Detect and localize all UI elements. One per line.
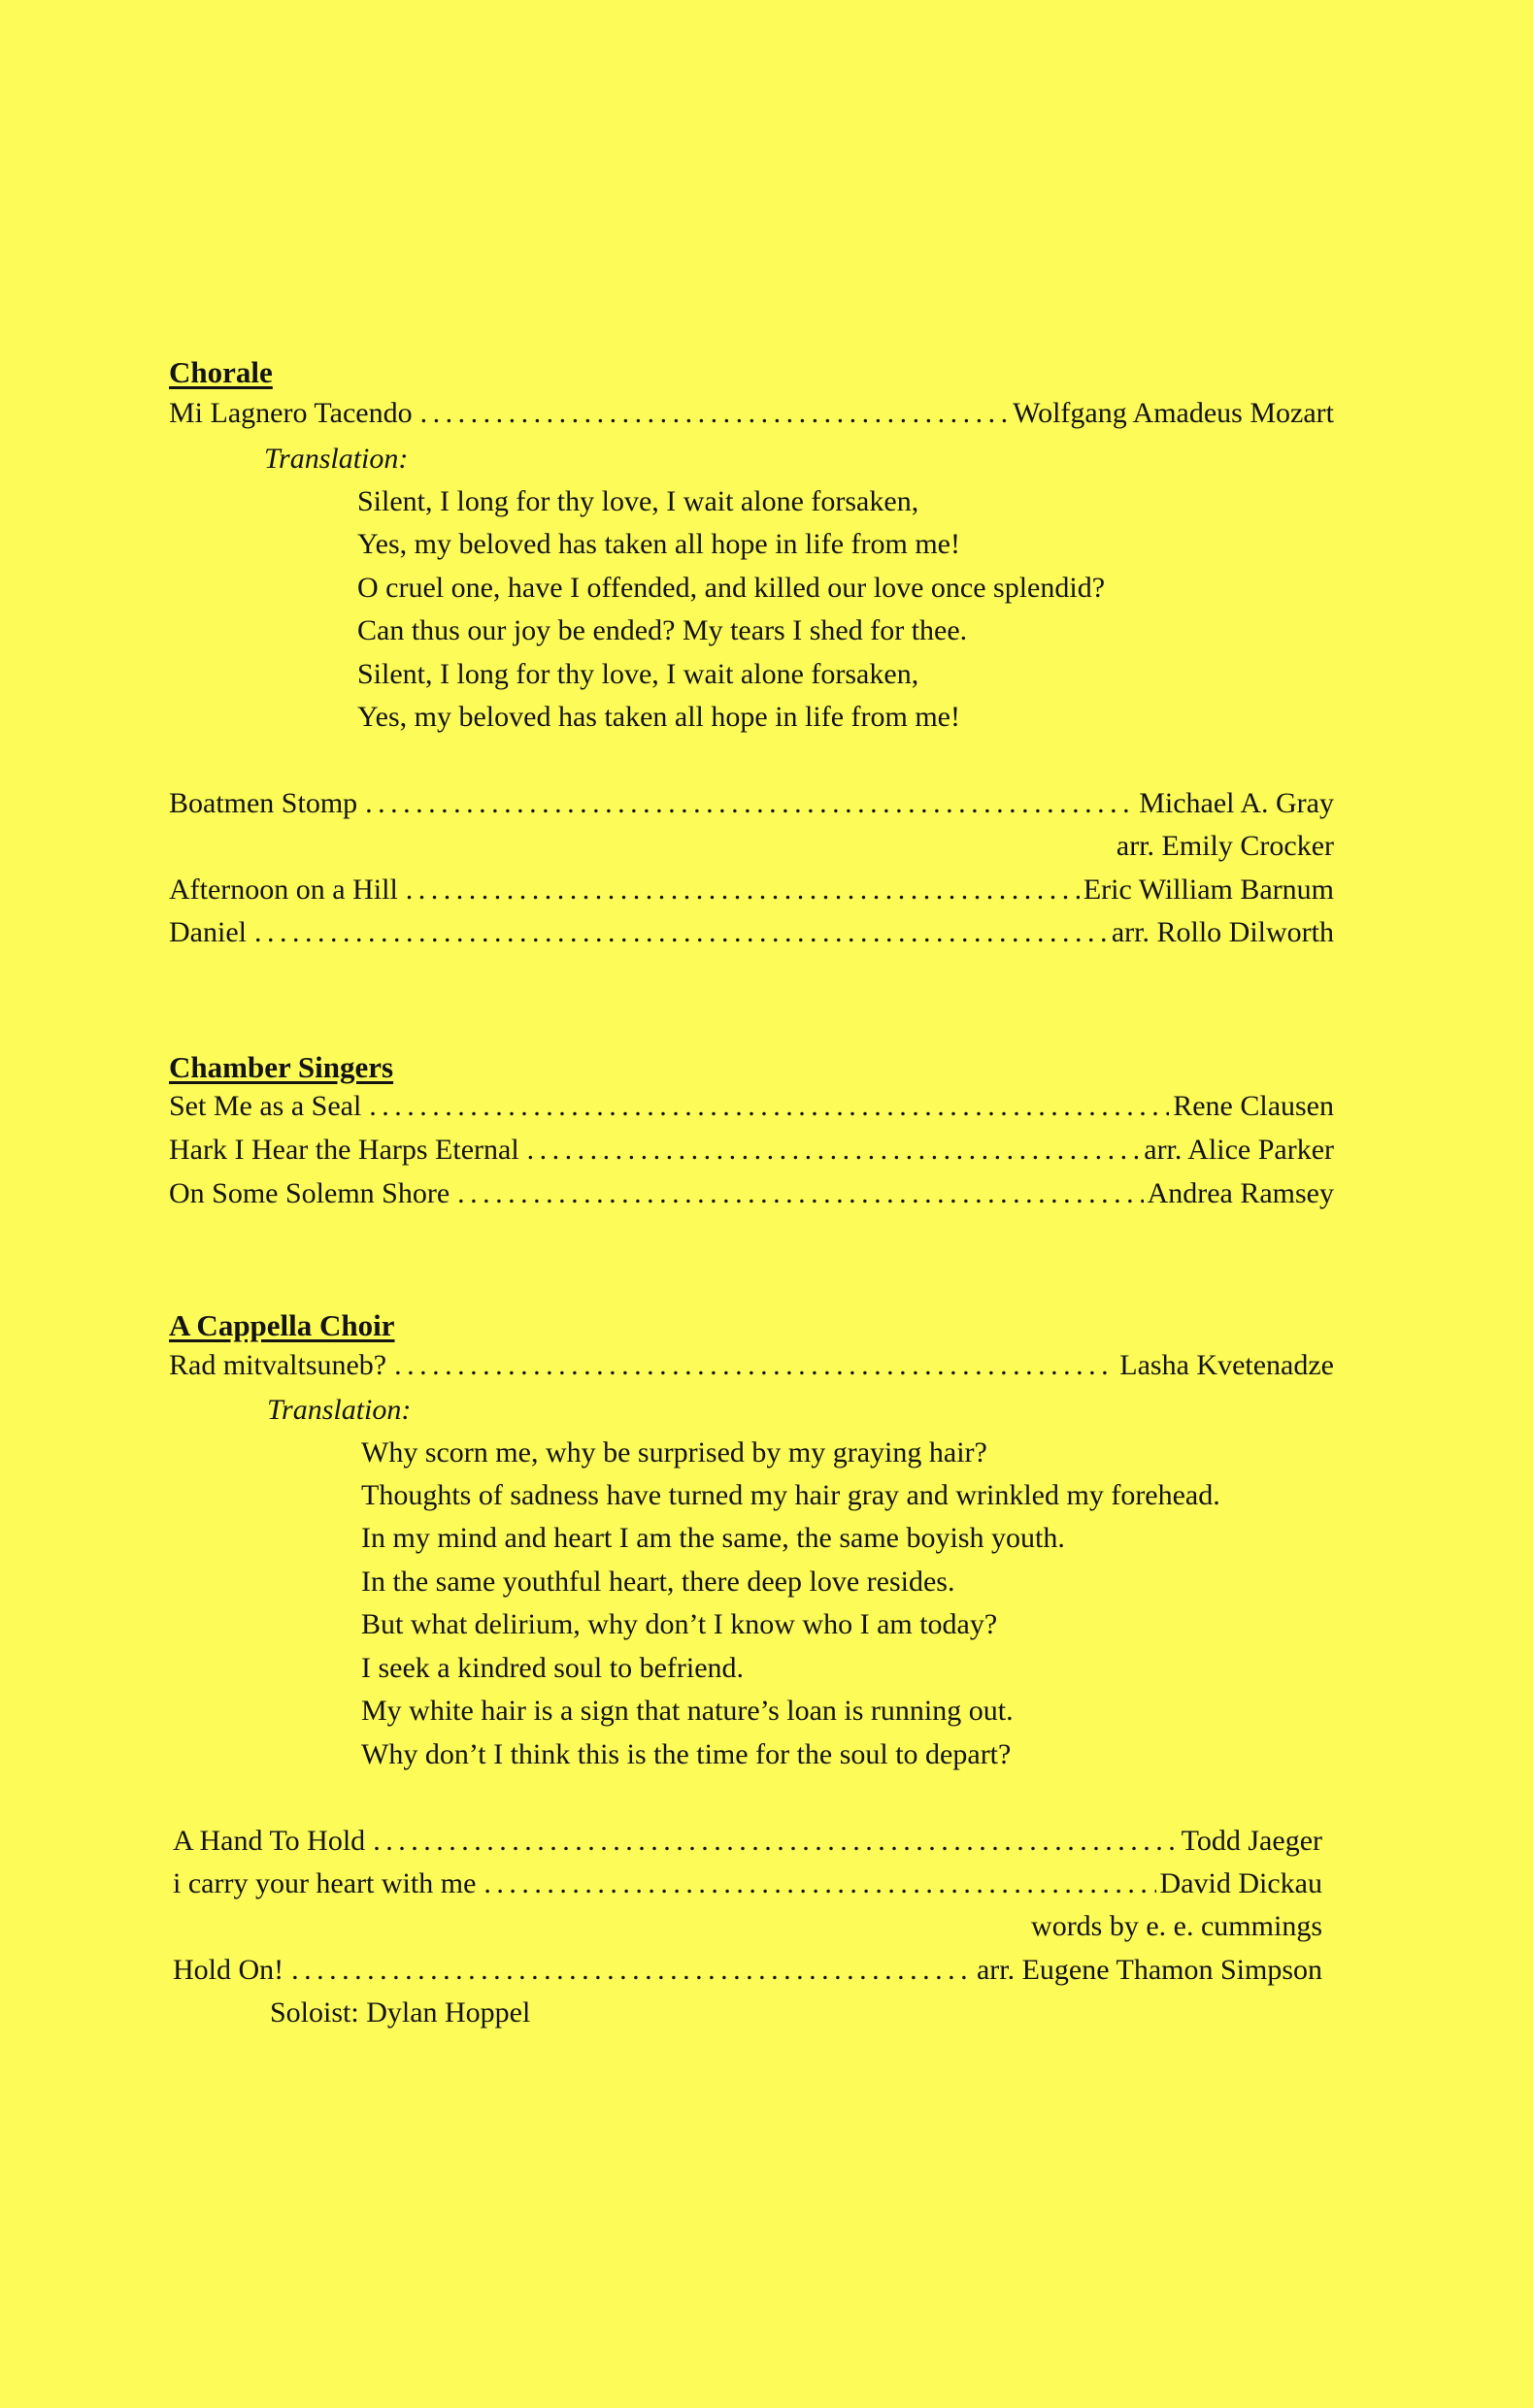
piece-composer: Eric William Barnum bbox=[1083, 874, 1334, 906]
program-entry-mi-lagnero bbox=[169, 394, 1334, 433]
piece-title: Hold On! bbox=[173, 1954, 284, 1986]
translation-line: Silent, I long for thy love, I wait alone forsaken, bbox=[357, 485, 919, 517]
translation-line: Why don’t I think this is the time for the soul to depart? bbox=[361, 1738, 1012, 1770]
soloist-credit: Soloist: Dylan Hoppel bbox=[270, 1996, 531, 2029]
translation-line: I seek a kindred soul to befriend. bbox=[361, 1652, 745, 1684]
program-entry-hold-on bbox=[173, 1951, 1322, 1990]
section-heading-a-cappella-choir: A Cappella Choir bbox=[169, 1308, 395, 1342]
dot-leader bbox=[483, 1864, 1155, 1903]
piece-lyricist: words by e. e. cummings bbox=[1031, 1910, 1322, 1942]
dot-leader bbox=[527, 1131, 1141, 1170]
program-entry-a-hand-to-hold bbox=[173, 1822, 1322, 1861]
section-heading-chorale: Chorale bbox=[169, 355, 273, 389]
dot-leader bbox=[373, 1822, 1177, 1861]
dot-leader bbox=[369, 1087, 1169, 1126]
dot-leader bbox=[394, 1346, 1116, 1385]
translation-line: My white hair is a sign that nature’s loan is running out. bbox=[361, 1695, 1014, 1727]
piece-composer: arr. Eugene Thamon Simpson bbox=[976, 1954, 1322, 1986]
dot-leader bbox=[254, 913, 1108, 952]
program-entry-i-carry-your-heart bbox=[173, 1864, 1322, 1903]
translation-line: Silent, I long for thy love, I wait alone forsaken, bbox=[357, 658, 919, 690]
program-entry-hark-i-hear bbox=[169, 1131, 1334, 1170]
translation-label: Translation: bbox=[264, 443, 409, 475]
piece-composer: Michael A. Gray bbox=[1139, 787, 1334, 819]
program-entry-set-me-as-a-seal bbox=[169, 1087, 1334, 1126]
piece-composer: Wolfgang Amadeus Mozart bbox=[1013, 397, 1334, 429]
piece-composer: Rene Clausen bbox=[1173, 1090, 1334, 1122]
translation-line: O cruel one, have I offended, and killed our love once splendid? bbox=[357, 572, 1106, 604]
piece-title: Boatmen Stomp bbox=[169, 787, 358, 819]
program-entry-daniel bbox=[169, 913, 1334, 952]
piece-arranger: arr. Emily Crocker bbox=[1116, 830, 1334, 862]
piece-title: Set Me as a Seal bbox=[169, 1090, 362, 1122]
translation-label: Translation: bbox=[267, 1394, 412, 1426]
program-entry-rad-mitvaltsuneb bbox=[169, 1346, 1334, 1385]
translation-line: Why scorn me, why be surprised by my graying hair? bbox=[361, 1436, 987, 1468]
program-entry-on-some-solemn-shore bbox=[169, 1174, 1334, 1213]
program-entry-boatmen-stomp bbox=[169, 784, 1334, 823]
piece-title: Daniel bbox=[169, 916, 247, 948]
translation-line: Can thus our joy be ended? My tears I shed for thee. bbox=[357, 614, 968, 646]
dot-leader bbox=[365, 784, 1135, 823]
dot-leader bbox=[457, 1174, 1143, 1213]
translation-line: Yes, my beloved has taken all hope in life from me! bbox=[357, 701, 960, 733]
translation-line: In the same youthful heart, there deep love resides. bbox=[361, 1566, 955, 1598]
piece-title: Rad mitvaltsuneb? bbox=[169, 1349, 387, 1381]
piece-composer: arr. Rollo Dilworth bbox=[1111, 916, 1334, 948]
translation-line: Thoughts of sadness have turned my hair gray and wrinkled my forehead. bbox=[361, 1479, 1220, 1511]
translation-line: In my mind and heart I am the same, the same boyish youth. bbox=[361, 1522, 1065, 1554]
program-entry-afternoon-on-a-hill bbox=[169, 871, 1334, 909]
section-heading-chamber-singers: Chamber Singers bbox=[169, 1050, 394, 1084]
piece-title: Afternoon on a Hill bbox=[169, 874, 398, 906]
dot-leader bbox=[406, 871, 1080, 909]
piece-composer: Todd Jaeger bbox=[1181, 1825, 1322, 1857]
dot-leader bbox=[291, 1951, 973, 1990]
piece-title: On Some Solemn Shore bbox=[169, 1177, 450, 1209]
piece-composer: Lasha Kvetenadze bbox=[1119, 1349, 1334, 1381]
piece-composer: Andrea Ramsey bbox=[1147, 1177, 1334, 1209]
translation-line: Yes, my beloved has taken all hope in life from me! bbox=[357, 528, 960, 560]
piece-composer: David Dickau bbox=[1159, 1867, 1322, 1899]
dot-leader bbox=[420, 394, 1010, 433]
piece-title: Hark I Hear the Harps Eternal bbox=[169, 1134, 519, 1166]
piece-title: A Hand To Hold bbox=[173, 1825, 366, 1857]
translation-line: But what delirium, why don’t I know who I am today? bbox=[361, 1608, 998, 1640]
piece-title: Mi Lagnero Tacendo bbox=[169, 397, 413, 429]
piece-title: i carry your heart with me bbox=[173, 1867, 477, 1899]
piece-composer: arr. Alice Parker bbox=[1144, 1134, 1334, 1166]
